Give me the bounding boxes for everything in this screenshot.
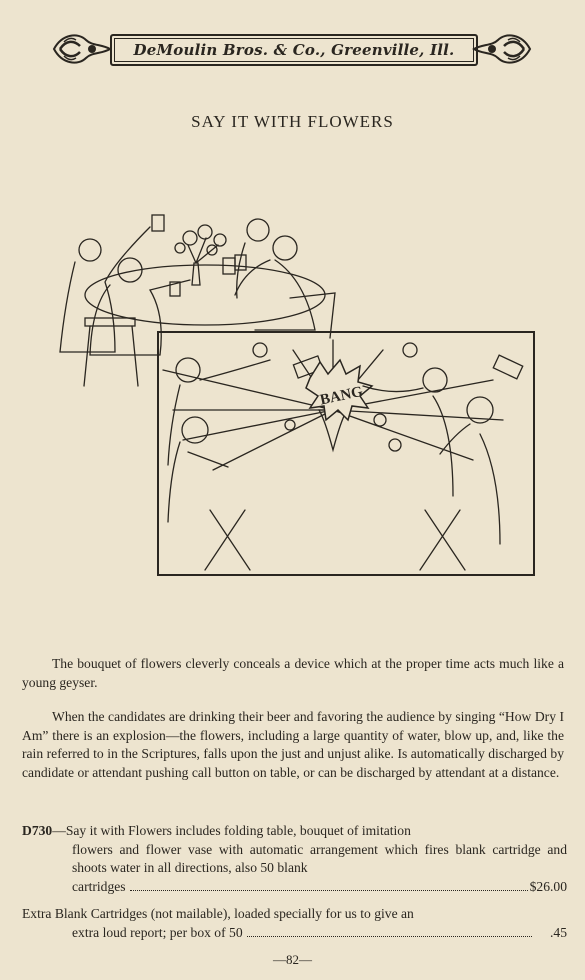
item-last: extra loud report; per box of 50 [72,924,243,940]
item-lead: Say it with Flowers includes folding table, bouquet of imitation [65,823,411,838]
right-ornament-icon [472,28,532,70]
explosion-scene [163,340,523,570]
leader-dots [247,936,532,937]
company-name: DeMoulin Bros. & Co., Greenville, Ill. [110,34,478,66]
item-last: cartridges [72,879,126,895]
explosion-panel [158,332,534,575]
bang-label: BANG [318,383,365,409]
item-price-line [72,878,567,897]
product-item-extra-cartridges [22,905,567,942]
page-number: —82— [273,952,312,967]
item-price: $26.00 [529,879,567,895]
item-price: .45 [550,924,567,940]
paragraph-text-1: The bouquet of flowers cleverly conceals a device which at the proper time acts much like a young geyser. [22,656,564,690]
bouquet-icon [175,225,226,263]
item-dash: — [52,823,66,838]
item-body-text: flowers and flower vase with automatic arrangement which fires blank cartridge and shoots water in all directions, also 50 blank [72,841,567,876]
leader-dots [130,890,528,891]
item-price-line [22,924,567,943]
paragraph-1 [22,655,564,692]
header-banner [52,28,532,70]
paragraph-text-2: When the candidates are drinking their beer and favoring the audience by singing “How Dry I Am” there is an explosion—the flowers, including a large quantity of water, blow up, and, like the rain referred to in the Scriptures, falls upon the just and unjust alike. Is automatically discharged by candidate or attendant pushing call button on table, or can be discharged by attendant at a distance. [22,709,564,781]
illustration [40,210,545,580]
paragraph-2 [22,708,564,783]
product-item-d730 [22,822,567,897]
item-lead: Extra Blank Cartridges (not mailable), loaded specially for us to give an [22,906,414,921]
item-code: D730 [22,823,53,838]
toasting-scene [60,215,335,386]
item-body [22,841,567,897]
page-title: SAY IT WITH FLOWERS [191,112,394,131]
left-ornament-icon [52,28,112,70]
